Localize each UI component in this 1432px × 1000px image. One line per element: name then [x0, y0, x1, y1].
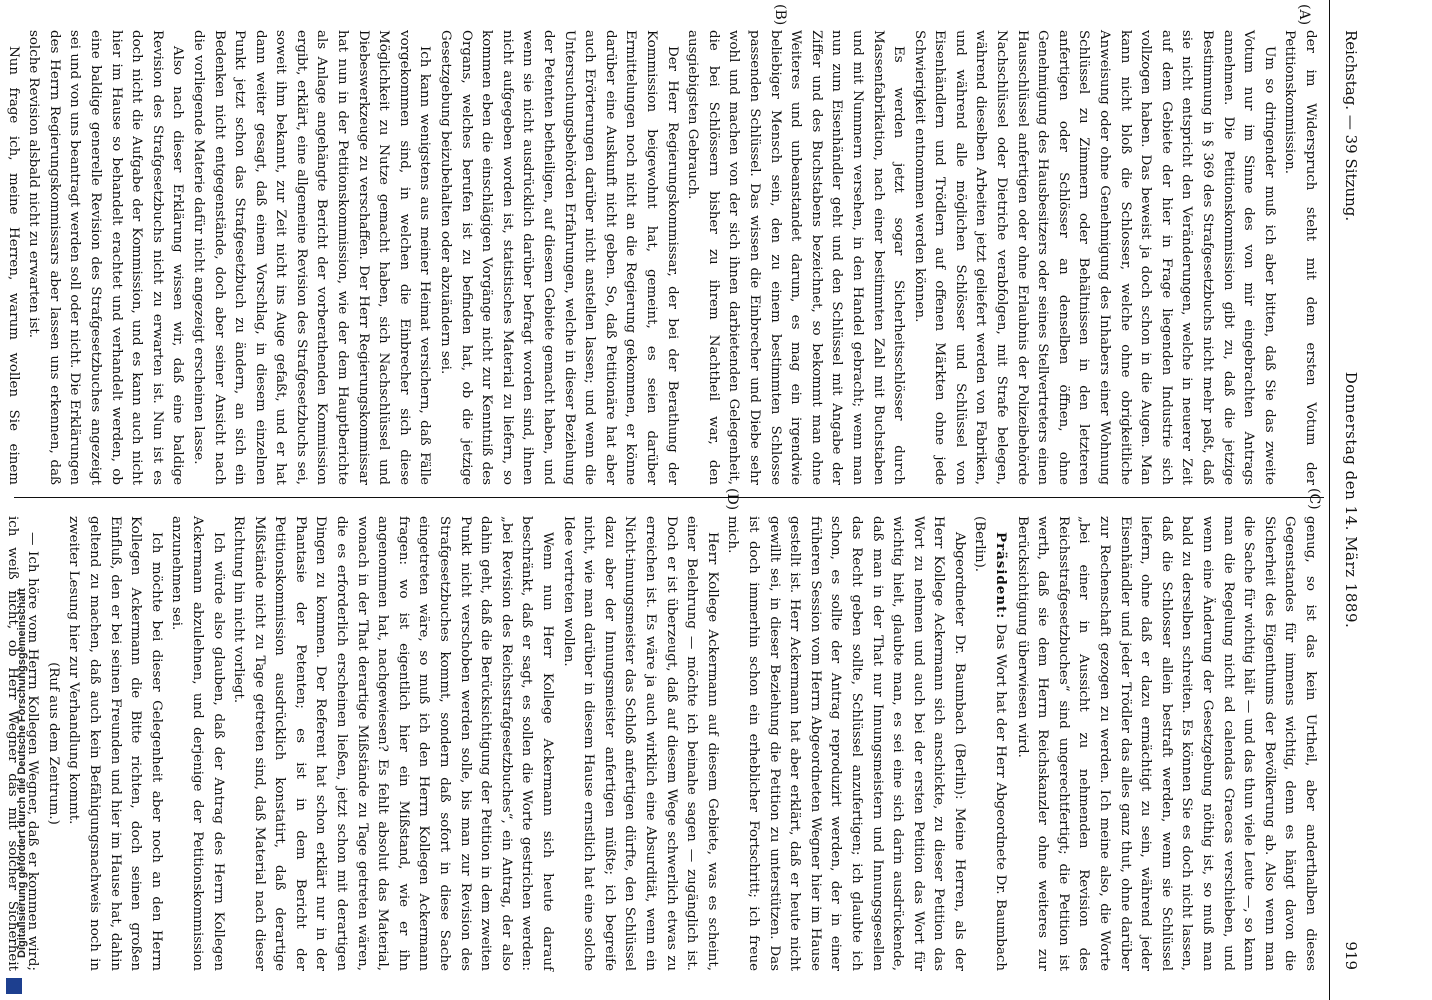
margin-marker-a: (A)	[1296, 4, 1312, 26]
paragraph: genug, so ist das kein Urtheil, aber anderthalben dieses Gegenstandes für immens wichtig, denn es hängt davon die Sicherheit des Eigenthums der Bevölkerung ab. Also wenn man die Sache für wichtig hält — und das thun viele Leute —, so kann man die Regelung nicht ad calendas Graecas verschieben, und wenn eine Änderung der Gesetzgebung nöthig ist, so muß man bald zu derselben schreiten. Es können Sie es doch nicht lassen, daß die Schlosser allein bestraft werden, wenn sie Schlüssel liefern, ohne daß er dazu ermächtigt zu sein, während jeder Eisenhändler und jeder Trödler das alles ganz thut, ohne darüber zur Rechenschaft gezogen zu werden. Ich meine also, die Worte „bei einer in Aussicht zu nehmenden Revision des Reichsstrafgesetzbuches“ sind ungerechtfertigt; die Petition ist werth, daß sie dem Herrn Reichskanzler ohne weiteres zur Berücksichtigung überwiesen wird.	[1014, 516, 1318, 971]
paragraph: Herr Kollege Ackermann auf diesem Gebiete, was es scheint, einer Belehrung — möchte ich beinahe sagen — zugänglich ist. Doch er ist überzeugt, daß auf diesem Wege schwerlich etwas zu erreichen ist. Es wäre ja auch wirklich eine Absurdität, wenn ein Nicht-innungsmeister das Schloß anfertigen dürfte, den Schlüssel dazu aber der Innungsmeister anfertigen müßte; ich begreife nicht, wie man darüber in diesem Hause ernstlich hat eine solche Idee vertreten wollen.	[560, 516, 720, 971]
margin-marker-d: (D)	[724, 488, 740, 511]
paragraph: Also nach dieser Erklärung wissen wir, daß eine baldige Revision des Strafgesetzbuchs nicht zu erwarten ist. Nun ist es doch nicht die Aufgabe der Kommission, und es kann auch nicht hier im Hause so behandelt erachtet und verhandelt werden, ob eine baldige generelle Revision des Strafgesetzbuches angezeigt sei und von uns beantragt werden soll oder nicht. Die Erklärungen des Herrn Regierungskommissars aber lassen uns erkennen, daß solche Revision alsbald nicht zu erwarten ist.	[26, 30, 186, 485]
paragraph: der im Widerspruch steht mit dem ersten Votum der Petitionskommission.	[1282, 30, 1318, 485]
margin-marker-c: (C)	[1306, 488, 1322, 510]
page-header	[1329, 0, 1360, 1000]
president-paragraph	[969, 516, 1011, 971]
speaker-text: Das Wort hat der Herr Abgeordnete Dr. Baumbach (Berlin).	[972, 516, 1009, 971]
left-column	[5, 30, 1320, 485]
interjection: (Ruf aus dem Zentrum.)	[45, 662, 61, 825]
speaker-name: Präsident:	[993, 532, 1010, 620]
dfg-logo-icon	[6, 978, 22, 994]
paragraph: Nun frage ich, meine Herren, warum wollen Sie einem	[5, 46, 21, 485]
paragraph: Ich möchte bei dieser Gelegenheit aber noch an den Herrn Kollegen Ackermann die Bitte richten, doch seinen großen Einfluß, den er bei seinen Freunden und hier im Hause hat, dahin geltend zu machen, daß auch kein Befähigungsnachweis noch in zweiter Lesung hier zur Verhandlung kommt.	[66, 516, 164, 971]
footer-credit: Digitalisierung gefördert durch die Deutsche Forschungsgemeinschaft	[16, 588, 28, 958]
paragraph: Wenn nun Herr Kollege Ackermann sich heute darauf beschränkt, daß er sagt, es sollen die Worte gestrichen werden: „bei Revision des Reichsstrafgesetzbuches“, ein Antrag, der also dahin geht, daß die Berücksichtigung der Petition in dem zweiten Punkt nicht verschoben werden solle, bis man zur Revision des Strafgesetzbuches kommt, sondern daß sofort in diese Sache eingetreten wäre, so muß ich den Herrn Kollegen Ackermann fragen: wo ist eigentlich hier ein Mißstand, wie er ihn angenommen hat, nachgewiesen? Es fehlt absolut das Material, wonach in der That derartige Mißstände zu Tage getreten wären, die es erforderlich erscheinen ließen, jetzt schon mit derartigen Dingen zu kommen. Der Referent hat schon erklärt nur in der Phantasie der Petenten; es ist in dem Bericht der Petitionskommission ausdrücklich konstatirt, daß derartige Mißstände nicht zu Tage getreten sind, daß Material nach dieser Richtung hin nicht vorliegt.	[231, 516, 556, 971]
footer	[0, 0, 28, 1000]
column-divider	[14, 497, 1324, 498]
right-column	[4, 516, 1320, 971]
header-date: Donnerstag den 14. März 1889.	[1342, 371, 1360, 629]
header-session: Reichstag. — 39 Sitzung.	[1342, 30, 1360, 222]
paragraph: Ich kann wenigstens aus meiner Heimat versichern, daß Fälle vorgekommen sind, in welchen die Einbrecher sich diese Möglichkeit zu Nutze gemacht haben, sich Nachschlüssel und Diebeswerkzeuge zu verschaffen. Der Herr Regierungskommissar hat nun in der Petitionskommission, wie der dem Hauptberichte als Anlage angehängte Bericht der vorberathenden Kommission ergibt, erklärt, eine allgemeine Revision des Strafgesetzbuchs sei, soweit ihm bekannt, zur Zeit nicht ins Auge gefaßt, und er hat dann weiter gesagt, daß einem Vorschlag, in diesem einzelnen Punkt jetzt schon das Strafgesetzbuch zu ändern, an sich ein Bedenken nicht entgegenstände, doch aber seiner Ansicht nach die vorliegende Materie dafür nicht angezeigt erscheinen lasse.	[190, 30, 433, 485]
paragraph: Ich würde also glauben, daß der Antrag des Herrn Kollegen Ackermann abzulehnen, und derjenige der Petitionskommission anzunehmen sei.	[169, 516, 226, 971]
margin-marker-b: (B)	[772, 4, 788, 26]
paragraph: Um so dringender muß ich aber bitten, daß Sie das zweite Votum nur im Sinne des von mir eingebrachten Antrags annehmen. Die Petitionskommission gibt zu, daß die jetzige Bestimmung in § 369 des Strafgesetzbuchs nicht mehr paßt, daß sie nicht entspricht den Veränderungen, welche in neuerer Zeit auf dem Gebiete der hier in Frage liegenden Industrie sich vollzogen haben. Das beweist ja doch schon in die Augen. Man kann nicht bloß die Schlosser, welche ohne obrigkeitliche Anweisung oder ohne Genehmigung des Inhabers einer Wohnung Schlüssel zu Zimmern oder Behältnissen in den letzteren anfertigen oder Schlösser an denselben öffnen, ohne Genehmigung des Hausbesitzers oder seines Stellvertreters einen Hausschlüssel anfertigen oder ohne Erlaubnis der Polizeibehörde Nachschlüssel oder Dietriche verabfolgen, mit Strafe belegen, während dieselben Arbeiten jetzt geliefert werden von Fabriken, und während alle möglichen Schlösser und Schlüssel von Eisenhändlern und Trödlern auf offenen Märkten ohne jede Schwierigkeit entnommen werden können.	[911, 30, 1277, 485]
paragraph: Abgeordneter Dr. Baumbach (Berlin): Meine Herren, als der Herr Kollege Ackermann sich anschickte, zu dieser Petition das Wort zu nehmen und auch bei der ersten Petition das Wort für wichtig hielt, glaubte man, es sei eine sich darin ausdrückende, daß man in der That nur Innungsmeistern und Innungsgesellen das Recht geben sollte, Schlüssel anzufertigen; ich glaubte ich schon, es sollte der Antrag reproduzirt werden, der in einer früheren Session vom Herrn Abgeordneten Wegner hier im Hause gestellt ist. Herr Ackermann hat aber erklärt, daß er heute nicht gewillt sei, in dieser Beziehung die Petition zu unterstützen. Das ist doch immerhin schon ein erheblicher Fortschritt; ich freue mich.	[725, 516, 967, 971]
paragraph: — Ich höre vom Herrn Kollegen Wegner, daß er kommen wird; ich weiß nicht, ob Herr Wegner das mit solcher Sicherheit	[4, 516, 41, 971]
paragraph: Der Herr Regierungskommissar, der bei der Berathung der Kommission beigewohnt hat, gemeint, es seien darüber Ermittelungen noch nicht an die Regierung gekommen, er könne darüber eine Auskunft nicht geben. So, daß Petitionäre hat aber auch Erörterungen darüber nicht anstellen lassen; und wenn die Untersuchungsbehörden Erfahrungen, welche in dieser Beziehung der Petenten betheiligen, auf diesem Gebiete gemacht haben, und wenn sie nicht ausdrücklich darüber befragt worden sind, ihnen nicht aufgegeben worden ist, statistisches Material zu liefern, so kommen eben die einschlägigen Vorgänge nicht zur Kenntniß des Organs, welches berufen ist zu befinden hat, ob die jetzige Gesetzgebung beizubehalten oder abzuändern sei.	[438, 30, 680, 485]
paragraph: Es werden jetzt sogar Sicherheitsschlösser durch Massenfabrikation, nach einer bestimmten Zahl mit Buchstaben und mit Nummern versehen, in den Handel gebracht; wenn man nun zum Eisenhändler geht und den Schlüssel mit Angabe der Ziffer und des Buchstabens bezeichnet, so bekommt man ohne Weiteres und unbeanstandet darum, es mag ein irgendwie beliebiger Mensch sein, den zu einem bestimmten Schlosse passenden Schlüssel. Das wissen die Einbrecher und Diebe sehr wohl und machen von der sich ihnen darbietenden Gelegenheit, die bei Schlössern bisher zu ihrem Nachtheil war, den ausgiebigsten Gebrauch.	[685, 30, 907, 485]
page-number: 919	[1342, 941, 1360, 970]
